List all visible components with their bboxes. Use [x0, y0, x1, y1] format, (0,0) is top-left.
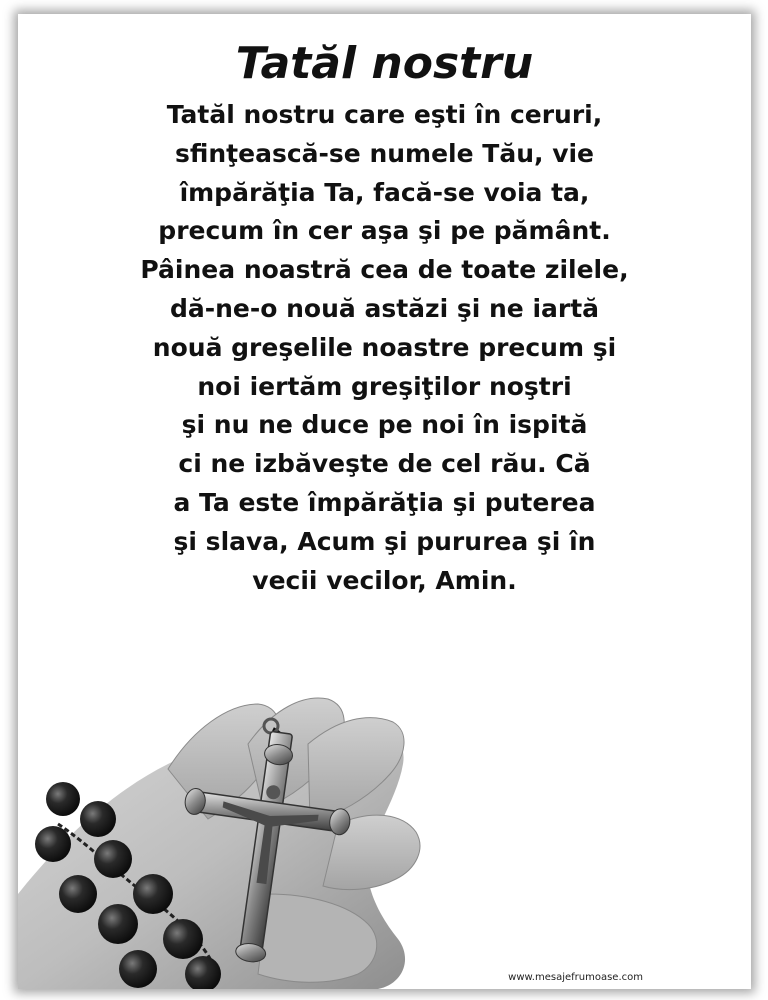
prayer-line: precum în cer aşa şi pe pământ.	[158, 216, 611, 246]
prayer-line: dă-ne-o nouă astăzi şi ne iartă	[169, 293, 600, 323]
prayer-card	[18, 14, 751, 989]
page-title: Tatăl nostru	[235, 38, 534, 89]
prayer-line: Tatăl nostru care eşti în ceruri,	[166, 100, 603, 129]
prayer-line: sfinţească-se numele Tău, vie	[174, 138, 595, 168]
prayer-line: împărăţia Ta, facă-se voia ta,	[179, 177, 590, 207]
website-footer: www.mesajefrumoase.com	[508, 972, 643, 983]
prayer-line: ci ne izbăveşte de cel rău. Că	[178, 449, 591, 479]
prayer-line: Pâinea noastră cea de toate zilele,	[140, 255, 629, 285]
prayer-line: şi nu ne duce pe noi în ispită	[181, 410, 588, 440]
prayer-line: noi iertăm greşiţilor noştri	[197, 371, 572, 401]
prayer-line: a Ta este împărăţia şi puterea	[173, 487, 596, 517]
hand-holding-rosary-icon	[18, 594, 751, 989]
prayer-line: şi slava, Acum şi pururea şi în	[173, 526, 596, 556]
prayer-line: nouă greşelile noastre precum şi	[152, 332, 617, 362]
prayer-text	[18, 96, 751, 600]
prayer-line: vecii vecilor, Amin.	[252, 565, 517, 595]
